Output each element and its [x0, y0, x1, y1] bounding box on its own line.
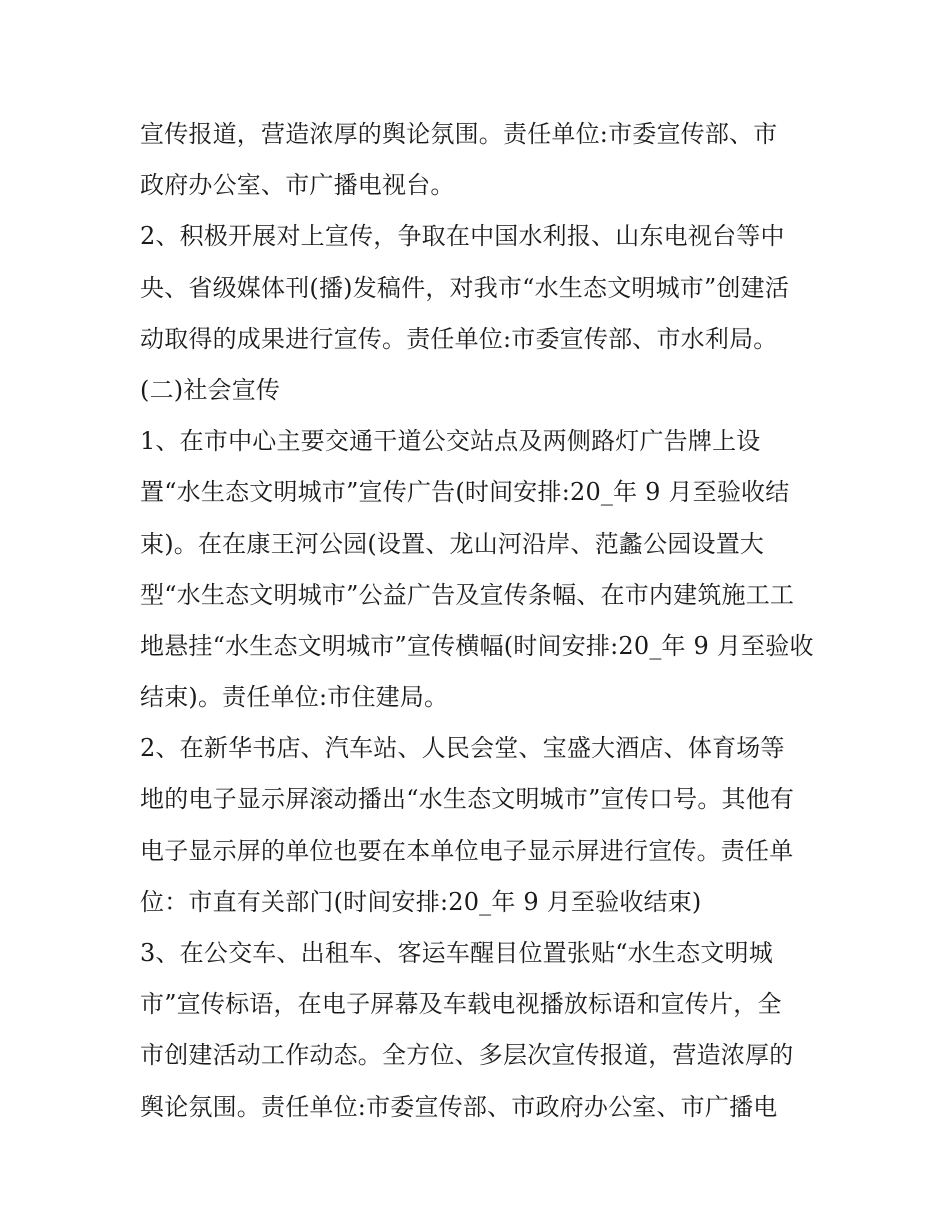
text-line: 央、省级媒体刊(播)发稿件，对我市“水生态文明城市”创建活 [140, 273, 790, 302]
text-line: 3、在公交车、出租车、客运车醒目位置张贴“水生态文明城 [140, 939, 773, 967]
text-line: 动取得的成果进行宣传。责任单位:市委宣传部、市水利局。 [140, 324, 778, 353]
text-line: 置“水生态文明城市”宣传广告(时间安排:20_年 9 月至验收结 [140, 478, 790, 507]
text-line: 2、在新华书店、汽车站、人民会堂、宝盛大酒店、体育场等 [140, 734, 785, 763]
text-line: 政府办公室、市广播电视台。 [140, 171, 455, 200]
text-line: 市创建活动工作动态。全方位、多层次宣传报道，营造浓厚的 [140, 1041, 794, 1070]
text-line: 结束)。责任单位:市住建局。 [140, 683, 449, 712]
text-line: 地的电子显示屏滚动播出“水生态文明城市”宣传口号。其他有 [140, 785, 795, 814]
text-line: 电子显示屏的单位也要在本单位电子显示屏进行宣传。责任单 [140, 836, 794, 865]
section-heading: (二)社会宣传 [140, 375, 281, 404]
text-line: 地悬挂“水生态文明城市”宣传横幅(时间安排:20_年 9 月至验收 [140, 631, 814, 660]
text-line: 束)。在在康王河公园(设置、龙山河沿岸、范蠡公园设置大 [140, 529, 765, 558]
text-line: 1、在市中心主要交通干道公交站点及两侧路灯广告牌上设 [140, 427, 761, 456]
body-text [140, 109, 820, 1133]
text-line: 舆论氛围。责任单位:市委宣传部、市政府办公室、市广播电 [140, 1092, 778, 1121]
text-line: 型“水生态文明城市”公益广告及宣传条幅、在市内建筑施工工 [140, 580, 795, 609]
text-line: 位：市直有关部门(时间安排:20_年 9 月至验收结束) [140, 887, 702, 916]
text-line: 宣传报道，营造浓厚的舆论氛围。责任单位:市委宣传部、市 [140, 120, 778, 148]
text-line: 2、积极开展对上宣传，争取在中国水利报、山东电视台等中 [140, 222, 785, 251]
text-line: 市”宣传标语，在电子屏幕及车载电视播放标语和宣传片，全 [140, 990, 782, 1019]
